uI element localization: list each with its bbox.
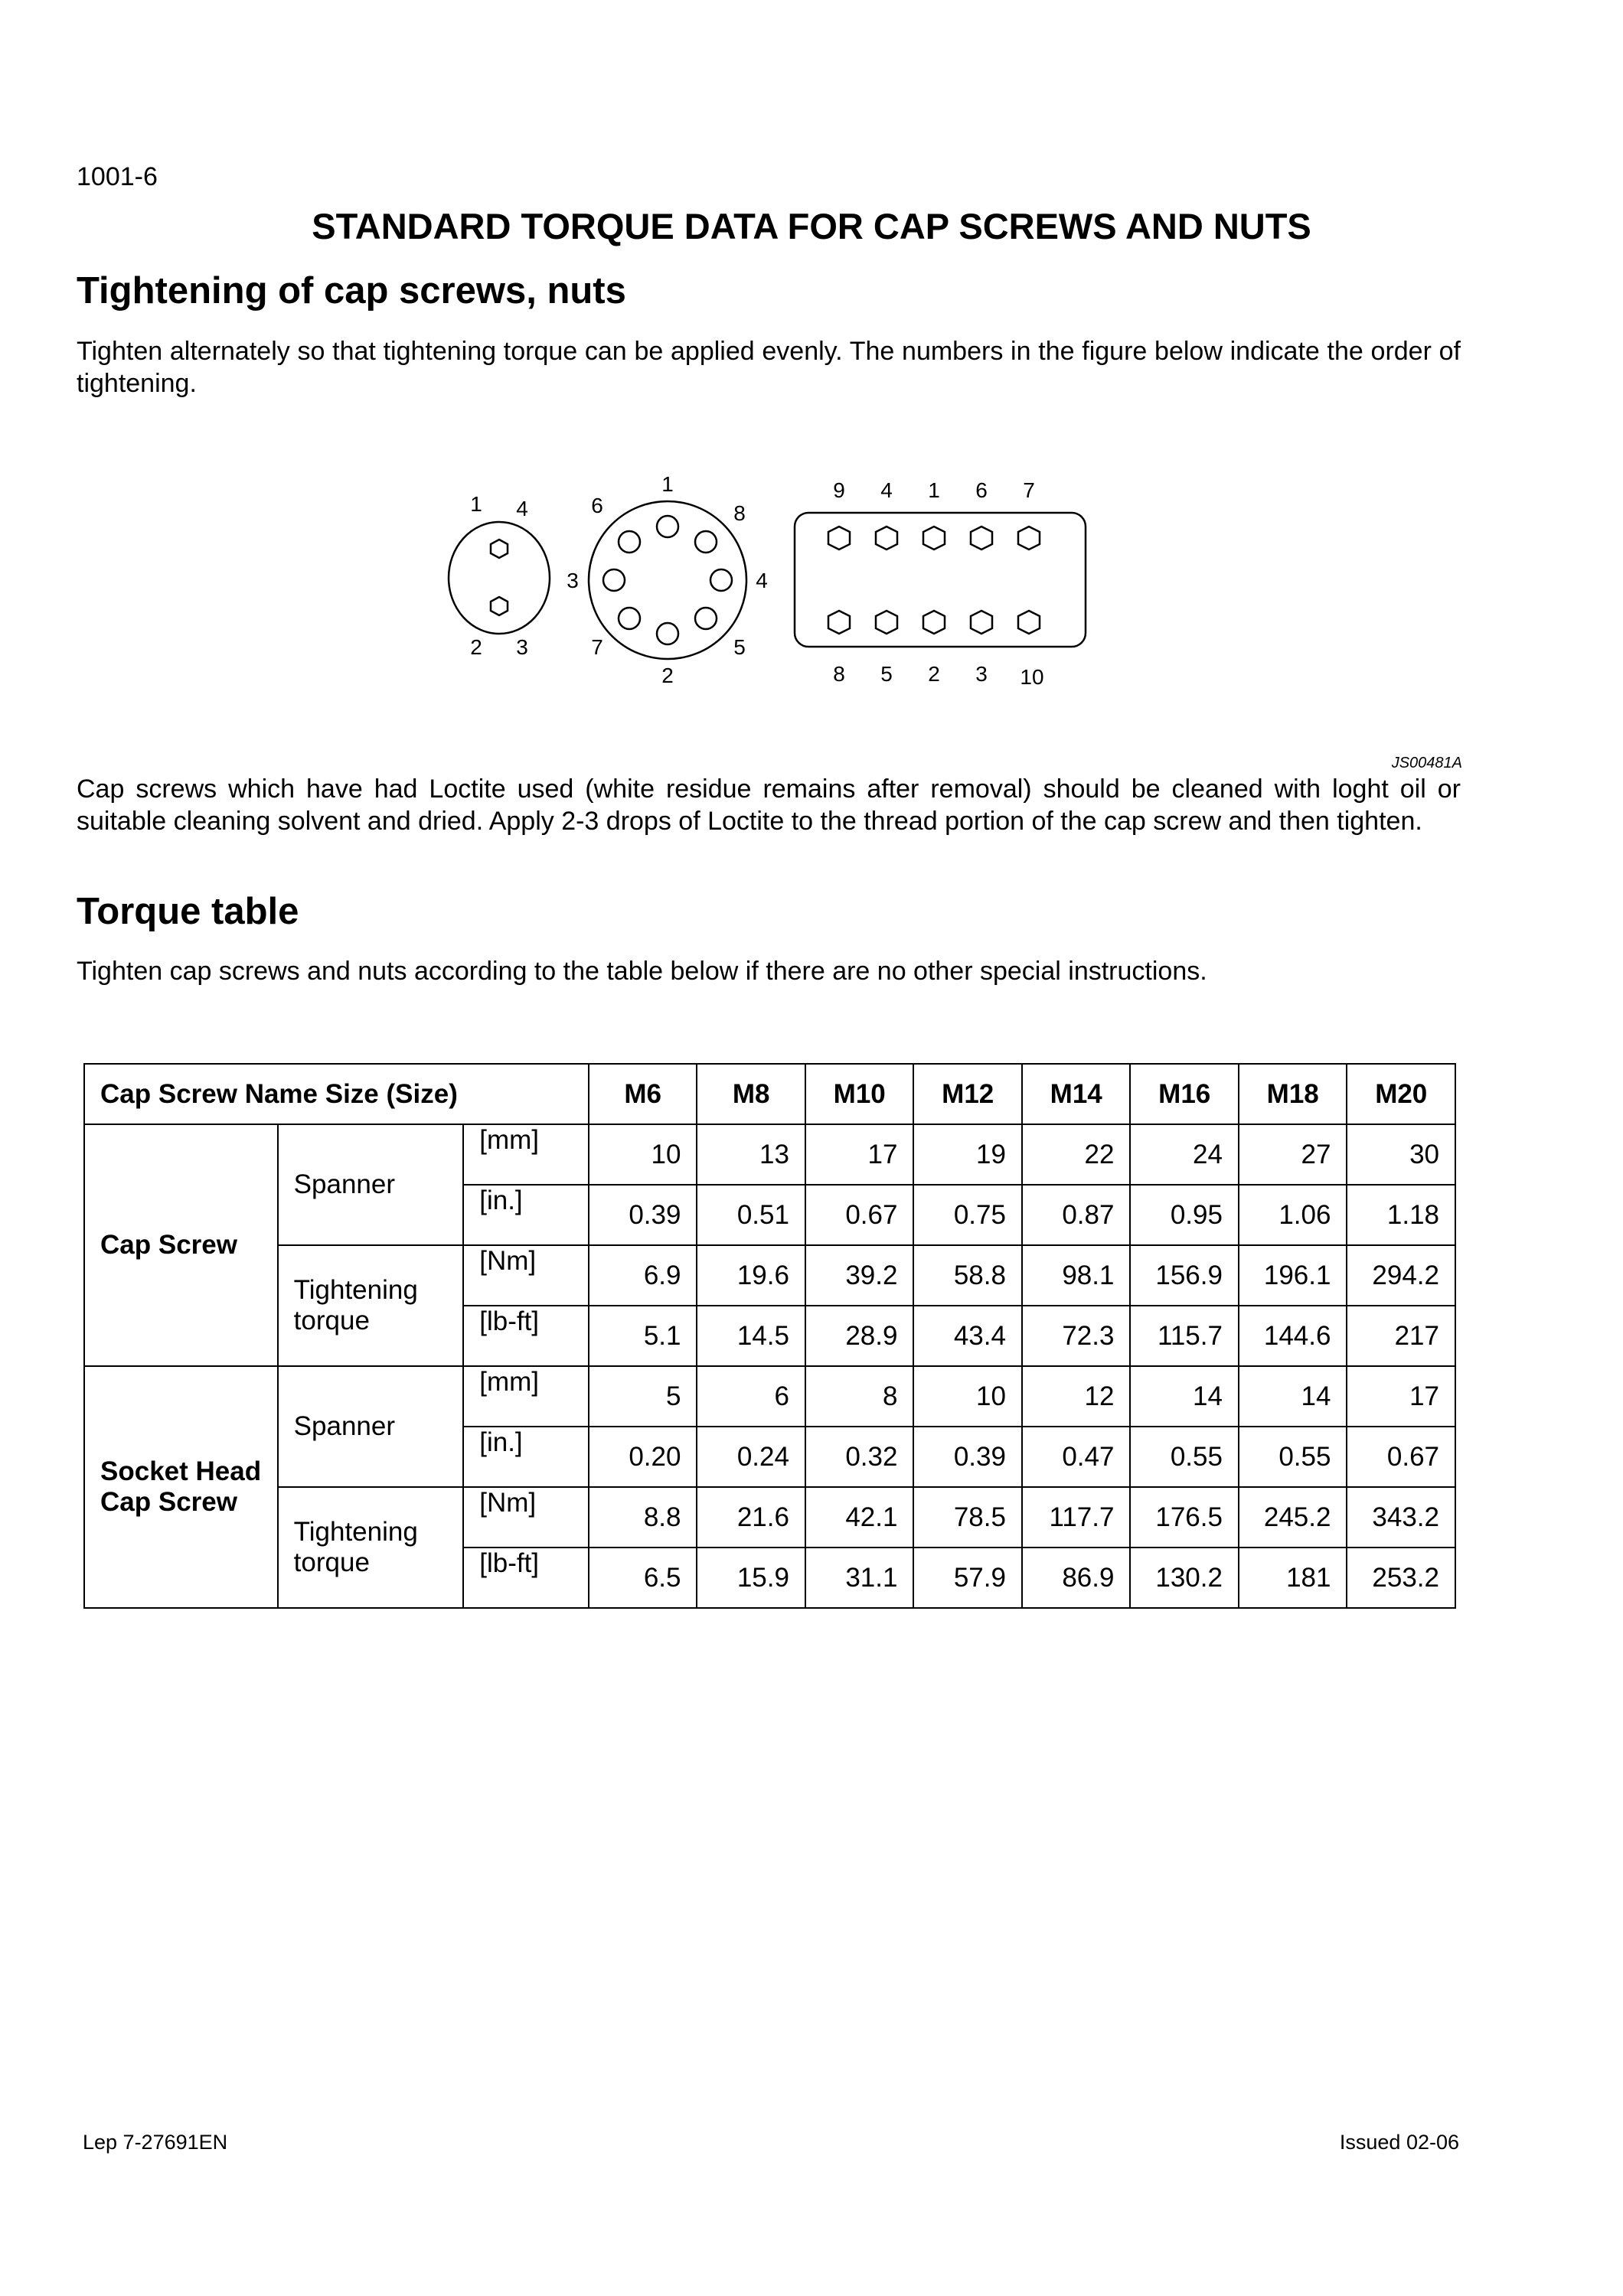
bolt-hole <box>876 611 897 634</box>
order-label: 3 <box>567 569 579 592</box>
value-cell: 72.3 <box>1022 1306 1131 1366</box>
column-header-size: M14 <box>1022 1064 1131 1124</box>
rect-flange-outline <box>795 513 1086 647</box>
section-heading-torque-table: Torque table <box>77 891 299 932</box>
bolt-hole <box>695 608 717 629</box>
order-label: 6 <box>591 494 603 517</box>
value-cell: 144.6 <box>1239 1306 1347 1366</box>
column-header-size: M8 <box>697 1064 805 1124</box>
value-cell: 21.6 <box>697 1487 805 1548</box>
value-cell: 117.7 <box>1022 1487 1131 1548</box>
value-cell: 31.1 <box>805 1548 914 1608</box>
value-cell: 6.5 <box>589 1548 697 1608</box>
column-header-size: M10 <box>805 1064 914 1124</box>
value-cell: 115.7 <box>1130 1306 1239 1366</box>
value-cell: 57.9 <box>913 1548 1022 1608</box>
table-header-row <box>84 1064 1455 1124</box>
value-cell: 10 <box>589 1124 697 1185</box>
value-cell: 10 <box>913 1366 1022 1427</box>
order-label: 10 <box>1020 665 1044 689</box>
order-label: 8 <box>733 501 746 525</box>
value-cell: 294.2 <box>1347 1245 1455 1306</box>
footer-issue-date: Issued 02-06 <box>1339 2131 1459 2154</box>
value-cell: 0.67 <box>1347 1427 1455 1487</box>
value-cell: 6.9 <box>589 1245 697 1306</box>
value-cell: 42.1 <box>805 1487 914 1548</box>
order-label: 1 <box>661 472 674 496</box>
unit-cell: [Nm] <box>463 1245 589 1306</box>
value-cell: 8 <box>805 1366 914 1427</box>
bolt-hole <box>657 516 678 537</box>
value-cell: 78.5 <box>913 1487 1022 1548</box>
bolt-hole <box>923 527 945 550</box>
table-row <box>84 1124 1455 1185</box>
value-cell: 19 <box>913 1124 1022 1185</box>
order-label: 3 <box>975 662 988 686</box>
order-label: 7 <box>1023 478 1035 502</box>
value-cell: 5 <box>589 1366 697 1427</box>
value-cell: 0.39 <box>589 1185 697 1245</box>
value-cell: 14.5 <box>697 1306 805 1366</box>
value-cell: 86.9 <box>1022 1548 1131 1608</box>
value-cell: 196.1 <box>1239 1245 1347 1306</box>
value-cell: 130.2 <box>1130 1548 1239 1608</box>
value-cell: 43.4 <box>913 1306 1022 1366</box>
large-flange-outline <box>589 501 746 659</box>
value-cell: 0.67 <box>805 1185 914 1245</box>
column-header-size: M12 <box>913 1064 1022 1124</box>
value-cell: 1.06 <box>1239 1185 1347 1245</box>
bolt-hole <box>1018 527 1040 550</box>
subgroup-label: Tightening torque <box>278 1245 464 1366</box>
value-cell: 15.9 <box>697 1548 805 1608</box>
value-cell: 8.8 <box>589 1487 697 1548</box>
tightening-order-figure <box>429 459 1102 712</box>
loctite-note: Cap screws which have had Loctite used (white residue remains after removal) should be cleaned with loght oil or suitable cleaning solvent and dried. Apply 2-3 drops of Loctite to the thread portion of the cap screw and then tighten. <box>77 775 1461 836</box>
value-cell: 14 <box>1130 1366 1239 1427</box>
bolt-hole <box>828 611 850 634</box>
value-cell: 14 <box>1239 1366 1347 1427</box>
subgroup-label: Spanner <box>278 1366 464 1487</box>
unit-cell: [Nm] <box>463 1487 589 1548</box>
value-cell: 0.39 <box>913 1427 1022 1487</box>
bolt-hole <box>828 527 850 550</box>
unit-cell: [in.] <box>463 1427 589 1487</box>
value-cell: 0.95 <box>1130 1185 1239 1245</box>
value-cell: 0.47 <box>1022 1427 1131 1487</box>
order-label: 8 <box>833 662 845 686</box>
value-cell: 245.2 <box>1239 1487 1347 1548</box>
order-label: 4 <box>756 569 768 592</box>
unit-cell: [mm] <box>463 1366 589 1427</box>
bolt-hole <box>619 531 640 553</box>
column-header-size: M16 <box>1130 1064 1239 1124</box>
bolt-hole <box>695 531 717 553</box>
bolt-hole <box>923 611 945 634</box>
bolt-hole <box>657 623 678 644</box>
value-cell: 24 <box>1130 1124 1239 1185</box>
value-cell: 0.55 <box>1239 1427 1347 1487</box>
value-cell: 39.2 <box>805 1245 914 1306</box>
value-cell: 28.9 <box>805 1306 914 1366</box>
unit-cell: [in.] <box>463 1185 589 1245</box>
torque-table-intro: Tighten cap screws and nuts according to the table below if there are no other special instructions. <box>77 957 1207 986</box>
order-label: 4 <box>516 497 528 520</box>
order-label: 9 <box>833 478 845 502</box>
value-cell: 98.1 <box>1022 1245 1131 1306</box>
group-label: Socket Head Cap Screw <box>84 1366 278 1608</box>
table-row <box>84 1366 1455 1427</box>
value-cell: 0.87 <box>1022 1185 1131 1245</box>
column-header-size: M18 <box>1239 1064 1347 1124</box>
subgroup-label: Spanner <box>278 1124 464 1245</box>
table-row <box>84 1245 1455 1306</box>
subgroup-label: Tightening torque <box>278 1487 464 1608</box>
bolt-hole <box>710 569 732 591</box>
bolt-hole <box>491 540 508 558</box>
unit-cell: [lb-ft] <box>463 1306 589 1366</box>
value-cell: 156.9 <box>1130 1245 1239 1306</box>
order-label: 5 <box>733 635 746 659</box>
bolt-hole <box>1018 611 1040 634</box>
value-cell: 6 <box>697 1366 805 1427</box>
order-label: 7 <box>591 635 603 659</box>
bolt-hole <box>971 527 992 550</box>
value-cell: 17 <box>1347 1366 1455 1427</box>
figure-code: JS00481A <box>1391 755 1462 771</box>
value-cell: 0.20 <box>589 1427 697 1487</box>
value-cell: 1.18 <box>1347 1185 1455 1245</box>
unit-cell: [lb-ft] <box>463 1548 589 1608</box>
value-cell: 13 <box>697 1124 805 1185</box>
section-heading-tightening: Tightening of cap screws, nuts <box>77 270 626 311</box>
value-cell: 181 <box>1239 1548 1347 1608</box>
value-cell: 343.2 <box>1347 1487 1455 1548</box>
column-header-name: Cap Screw Name Size (Size) <box>84 1064 589 1124</box>
bolt-hole <box>603 569 625 591</box>
value-cell: 27 <box>1239 1124 1347 1185</box>
table-row <box>84 1487 1455 1548</box>
tightening-intro: Tighten alternately so that tightening torque can be applied evenly. The numbers in the figure below indicate the order of tightening. <box>77 337 1461 398</box>
value-cell: 253.2 <box>1347 1548 1455 1608</box>
value-cell: 0.55 <box>1130 1427 1239 1487</box>
value-cell: 0.24 <box>697 1427 805 1487</box>
page-number: 1001-6 <box>77 162 158 191</box>
value-cell: 176.5 <box>1130 1487 1239 1548</box>
value-cell: 217 <box>1347 1306 1455 1366</box>
order-label: 6 <box>975 478 988 502</box>
value-cell: 19.6 <box>697 1245 805 1306</box>
order-label: 2 <box>928 662 940 686</box>
bolt-hole <box>491 597 508 615</box>
order-label: 3 <box>516 635 528 659</box>
group-label: Cap Screw <box>84 1124 278 1366</box>
order-label: 2 <box>470 635 482 659</box>
order-label: 5 <box>880 662 893 686</box>
value-cell: 17 <box>805 1124 914 1185</box>
column-header-size: M6 <box>589 1064 697 1124</box>
torque-table <box>83 1063 1456 1609</box>
value-cell: 12 <box>1022 1366 1131 1427</box>
order-label: 1 <box>928 478 940 502</box>
bolt-hole <box>876 527 897 550</box>
footer-document-code: Lep 7-27691EN <box>83 2131 228 2154</box>
value-cell: 0.75 <box>913 1185 1022 1245</box>
value-cell: 30 <box>1347 1124 1455 1185</box>
bolt-hole <box>619 608 640 629</box>
bolt-hole <box>971 611 992 634</box>
order-label: 4 <box>880 478 893 502</box>
order-label: 2 <box>661 664 674 687</box>
value-cell: 22 <box>1022 1124 1131 1185</box>
page-title: STANDARD TORQUE DATA FOR CAP SCREWS AND NUTS <box>312 206 1311 246</box>
value-cell: 5.1 <box>589 1306 697 1366</box>
order-label: 1 <box>470 492 482 516</box>
unit-cell: [mm] <box>463 1124 589 1185</box>
value-cell: 58.8 <box>913 1245 1022 1306</box>
column-header-size: M20 <box>1347 1064 1455 1124</box>
value-cell: 0.51 <box>697 1185 805 1245</box>
value-cell: 0.32 <box>805 1427 914 1487</box>
